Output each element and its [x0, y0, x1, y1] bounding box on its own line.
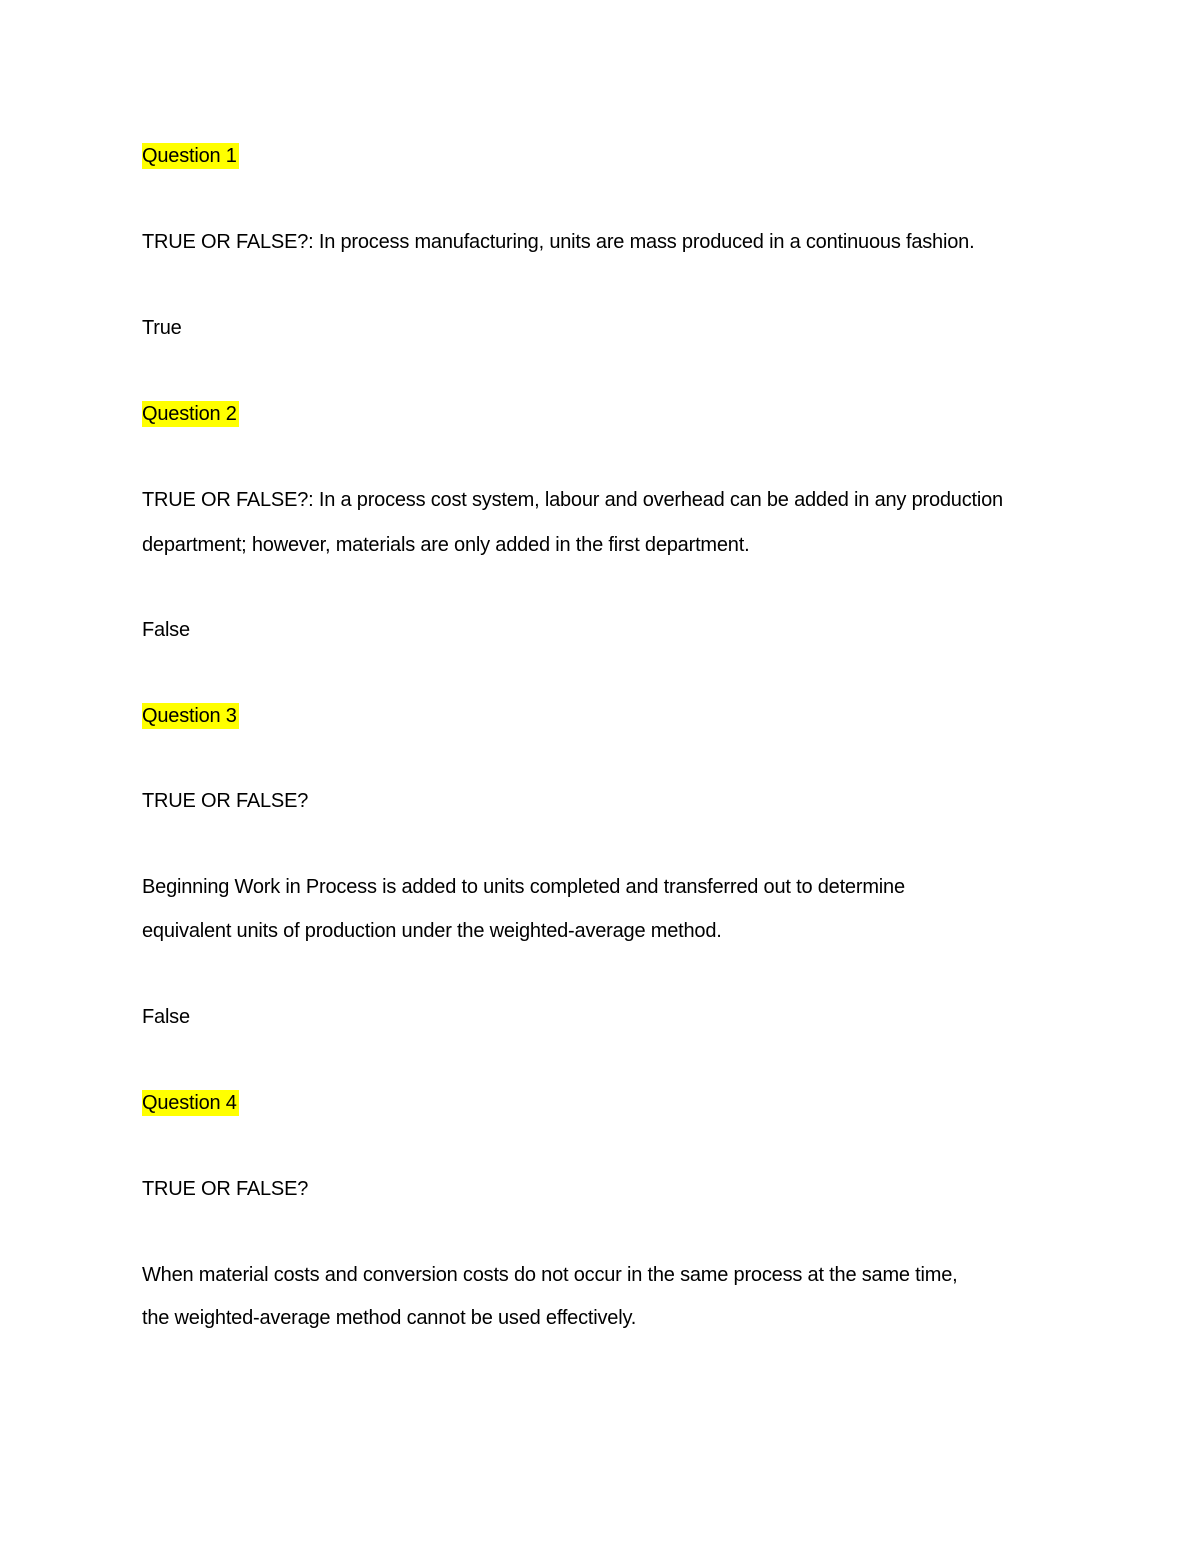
question-1-answer: True — [142, 317, 182, 339]
question-1-prompt: TRUE OR FALSE?: In process manufacturing, units are mass produced in a continuous fashion. — [142, 231, 975, 253]
question-2-prompt-line-2: department; however, materials are only added in the first department. — [142, 534, 750, 556]
question-3-heading-text: Question 3 — [142, 705, 237, 727]
question-3-statement-line-1: Beginning Work in Process is added to units completed and transferred out to determine — [142, 876, 905, 898]
question-3-heading — [142, 703, 239, 729]
question-4-statement-line-1: When material costs and conversion costs do not occur in the same process at the same time, — [142, 1264, 958, 1286]
question-1-heading — [142, 143, 239, 169]
question-4-statement-line-2: the weighted-average method cannot be used effectively. — [142, 1307, 637, 1329]
question-4-heading — [142, 1090, 239, 1116]
question-3-answer: False — [142, 1006, 190, 1028]
question-1-heading-text: Question 1 — [142, 145, 237, 167]
question-3-prompt: TRUE OR FALSE? — [142, 790, 309, 812]
question-4-heading-text: Question 4 — [142, 1092, 237, 1114]
question-3-statement-line-2: equivalent units of production under the weighted-average method. — [142, 920, 722, 942]
question-4-prompt: TRUE OR FALSE? — [142, 1178, 309, 1200]
question-2-prompt-line-1: TRUE OR FALSE?: In a process cost system, labour and overhead can be added in any production — [142, 489, 1003, 511]
question-2-answer: False — [142, 619, 190, 641]
question-2-heading — [142, 401, 239, 427]
question-2-heading-text: Question 2 — [142, 403, 237, 425]
